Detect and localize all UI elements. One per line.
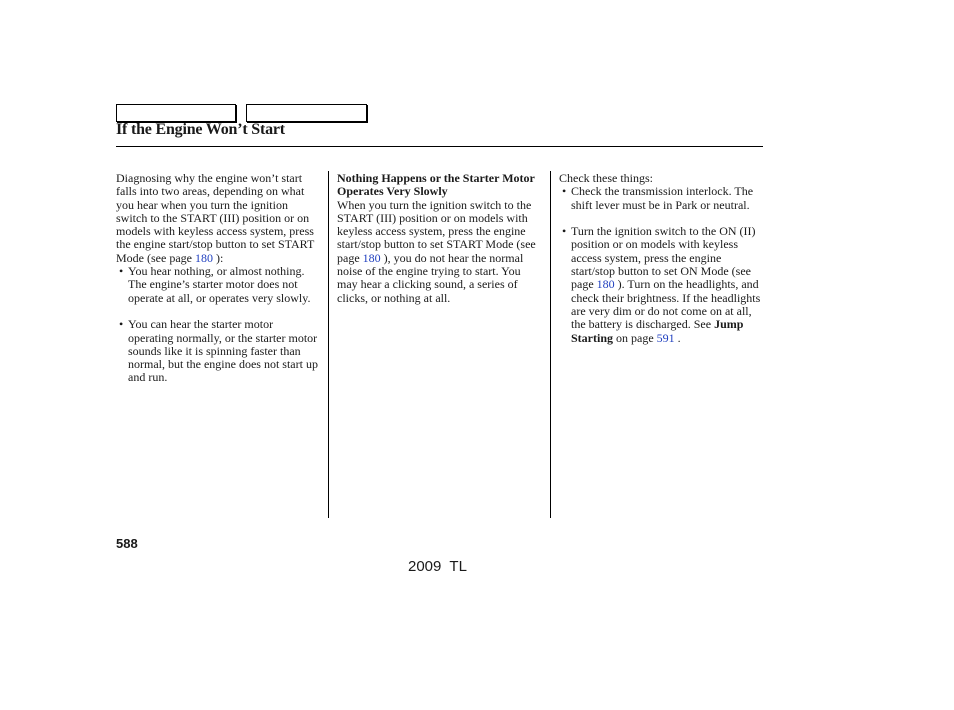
list-item: • Check the transmission interlock. The shift lever must be in Park or neutral.: [562, 184, 754, 212]
page-link-591[interactable]: 591: [656, 330, 675, 345]
page-link-180[interactable]: 180: [596, 277, 615, 292]
column-divider-2: [550, 171, 551, 518]
list-item: • You hear nothing, or almost nothing. The engine’s starter motor does not operate at all, or operates very slowly.: [119, 264, 311, 305]
list-item: • You can hear the starter motor operating normally, or the starter motor sounds like it is spinning faster than normal, but the engine does not start up and run.: [119, 317, 318, 385]
page-link-180[interactable]: 180: [194, 250, 213, 265]
list-item: • Turn the ignition switch to the ON (II) position or on models with keyless access system, press the engine start/stop button to set ON Mode (see page 180 ). Turn on the headlights, and check their brightness. If the headlights are very dim or do not come on at all, the battery is discharged. See Jump Starting on page 591 .: [562, 224, 761, 345]
page-title: If the Engine Won’t Start: [116, 121, 285, 138]
nav-tab-box-2: [246, 104, 367, 122]
bullet-icon: •: [562, 224, 567, 239]
col1-intro: Diagnosing why the engine won’t start falls into two areas, depending on what you hear when you turn the ignition switch to the START (III) position or on models with keyless access system, press the engine start/stop button to set START Mode (see page 180 ):: [116, 171, 315, 265]
nav-tab-box-1: [116, 104, 236, 122]
model-label: 2009 TL: [408, 558, 467, 575]
column-1: [116, 172, 321, 385]
bullet-icon: •: [562, 184, 567, 199]
col3-intro: Check these things:: [559, 171, 653, 185]
page-number: 588: [116, 536, 138, 551]
column-3: [559, 172, 767, 345]
bullet-icon: •: [119, 264, 124, 279]
jump-starting-reference: Jump Starting: [571, 317, 744, 345]
section-heading: Nothing Happens or the Starter Motor Operates Very Slowly: [337, 171, 535, 199]
column-2: [337, 172, 542, 305]
title-rule: [116, 146, 763, 147]
col2-body: When you turn the ignition switch to the START (III) position or on models with keyless access system, press the engine start/stop button to set START Mode (see page 180 ), you do not hear the normal noise of the engine trying to start. You may hear a clicking sound, a series of clicks, or nothing at all.: [337, 197, 536, 305]
column-divider-1: [328, 171, 329, 518]
bullet-icon: •: [119, 317, 124, 332]
page-link-180[interactable]: 180: [362, 250, 381, 265]
